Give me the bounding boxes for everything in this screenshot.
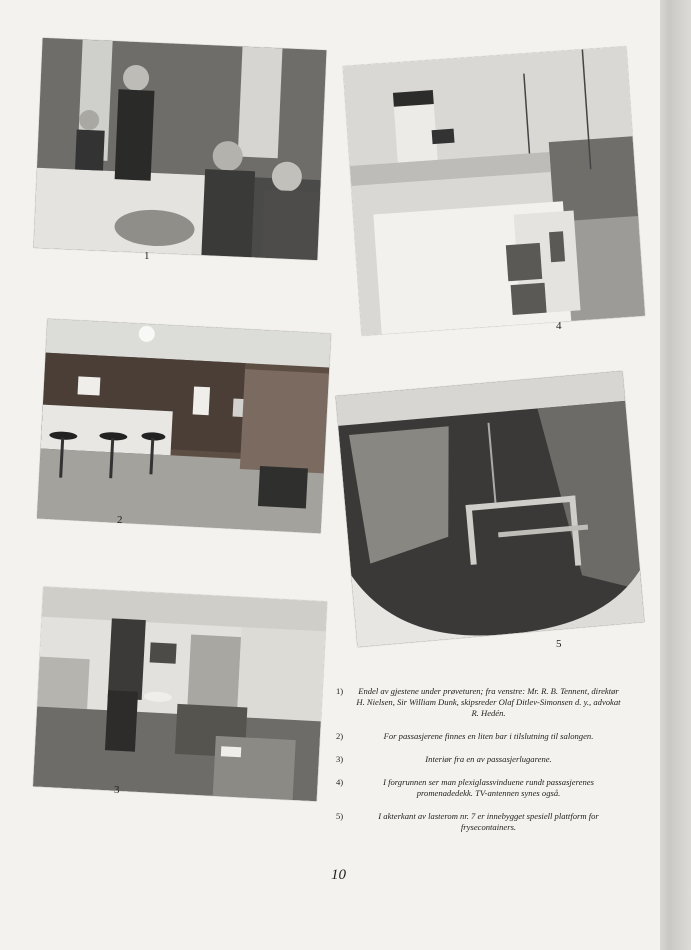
photo-ship-bridge (343, 46, 645, 335)
photo-number-3: 3 (114, 784, 120, 796)
photo-number-5: 5 (556, 638, 562, 650)
caption-text: Interiør fra en av passasjerlugarene. (425, 754, 552, 764)
caption-number: 1) (336, 686, 344, 696)
caption-1 (336, 686, 621, 719)
caption-text: Endel av gjestene under prøveturen; fra venstre: Mr. R. B. Tennent, direktør H. Nielsen, Sir William Dunk, skipsreder Olaf Ditlev-Simonsen d. y., advokat R. Hedén. (356, 686, 621, 718)
photo-cargo-hold (336, 371, 645, 647)
caption-text: For passasjerene finnes en liten bar i tilslutning til salongen. (383, 731, 594, 741)
photo-number-1: 1 (144, 250, 150, 262)
caption-3 (336, 754, 621, 765)
photo-number-4: 4 (556, 320, 562, 332)
photo-captions (336, 686, 621, 845)
page-number: 10 (331, 867, 346, 883)
caption-text: I forgrunnen ser man plexiglassvinduene rundt passasjerenes promenadedekk. TV-antennen synes også. (383, 777, 594, 798)
photo-number-2: 2 (117, 514, 123, 526)
caption-5 (336, 811, 621, 833)
page-edge-shadow (660, 0, 691, 950)
caption-2 (336, 731, 621, 742)
photo-bar-interior (37, 319, 331, 534)
caption-number: 5) (336, 811, 344, 821)
caption-number: 4) (336, 777, 344, 787)
caption-number: 3) (336, 754, 344, 764)
photo-passenger-cabin (33, 587, 327, 802)
photo-guests-dinner (34, 38, 327, 260)
caption-4 (336, 777, 621, 799)
caption-text: I akterkant av lasterom nr. 7 er innebygget spesiell plattform for frysecontainers. (378, 811, 599, 832)
caption-number: 2) (336, 731, 344, 741)
